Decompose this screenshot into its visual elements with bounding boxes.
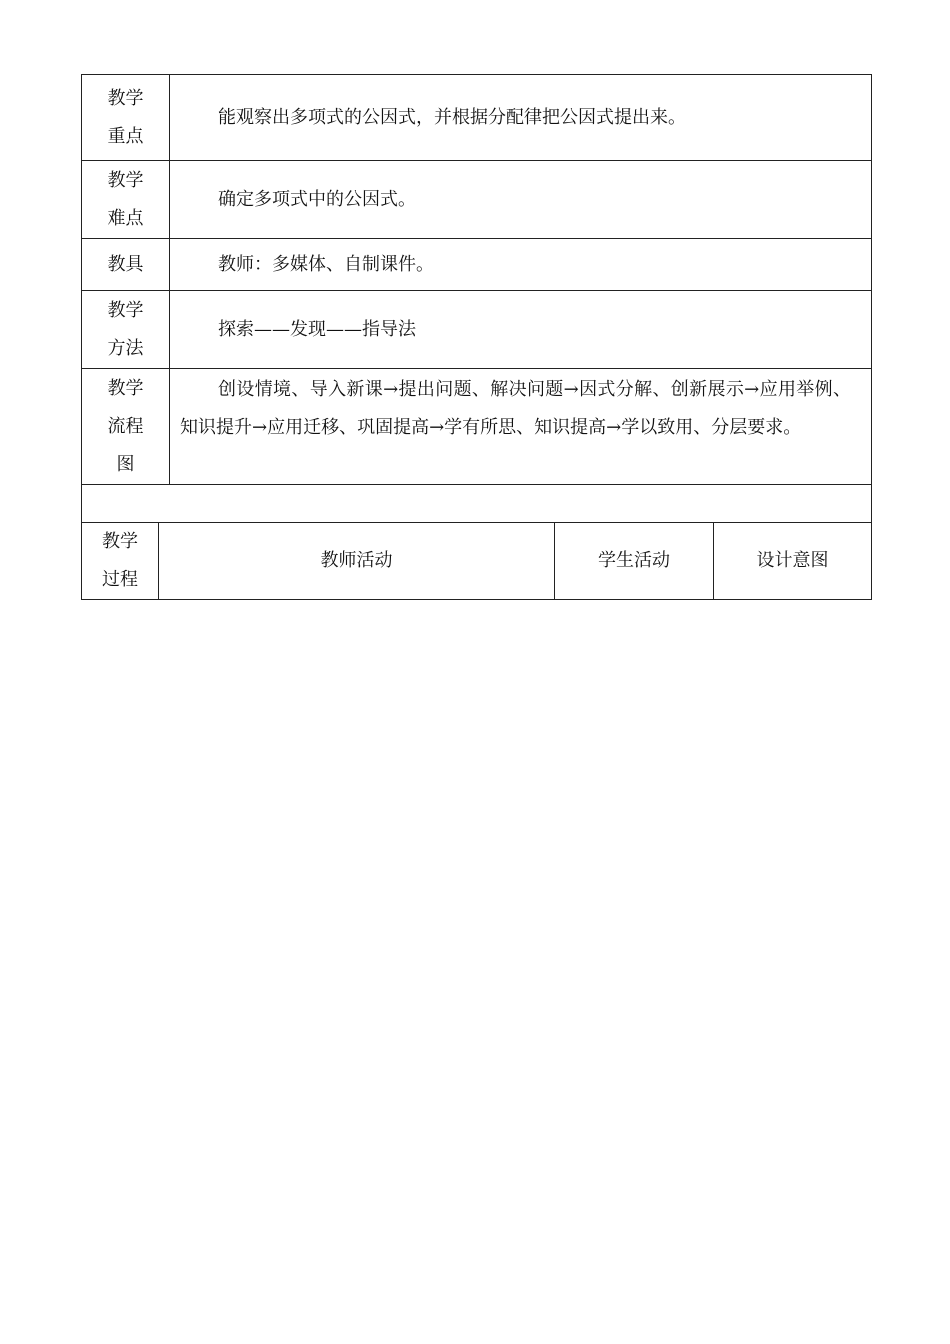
teaching-method-text: 探索——发现——指导法 bbox=[218, 318, 416, 340]
label-line: 过程 bbox=[102, 569, 138, 590]
content-teaching-method bbox=[170, 291, 871, 368]
teaching-difficulty-text: 确定多项式中的公因式。 bbox=[218, 188, 416, 210]
header-design-intent: 设计意图 bbox=[756, 550, 829, 571]
label-teaching-difficulty bbox=[82, 161, 170, 238]
teaching-aids-text: 教师：多媒体、自制课件。 bbox=[218, 253, 434, 275]
label-line: 流程 bbox=[107, 415, 144, 437]
label-line: 方法 bbox=[107, 337, 144, 359]
content-teaching-flowchart bbox=[170, 369, 871, 484]
label-teaching-method bbox=[82, 291, 170, 368]
label-line: 难点 bbox=[107, 207, 144, 229]
content-teaching-difficulty bbox=[170, 161, 871, 238]
label-teaching-focus bbox=[82, 75, 170, 160]
label-line: 教学 bbox=[107, 377, 144, 399]
content-teaching-focus bbox=[170, 75, 871, 160]
label-line: 教学 bbox=[102, 531, 138, 552]
row-teaching-aids bbox=[81, 238, 872, 290]
label-teaching-flowchart bbox=[82, 369, 170, 484]
label-line: 图 bbox=[116, 453, 135, 475]
row-teaching-flowchart bbox=[81, 368, 872, 484]
header-teacher-activity: 教师活动 bbox=[159, 523, 555, 599]
label-line: 教学 bbox=[107, 87, 144, 109]
content-teaching-aids bbox=[170, 239, 871, 290]
label-line: 教学 bbox=[107, 299, 144, 321]
header-student-activity: 学生活动 bbox=[555, 523, 714, 599]
row-teaching-difficulty bbox=[81, 160, 872, 238]
row-teaching-method bbox=[81, 290, 872, 368]
row-teaching-process-header bbox=[81, 522, 872, 600]
label-line: 重点 bbox=[107, 125, 144, 147]
row-blank bbox=[81, 484, 872, 522]
label-teaching-process bbox=[82, 523, 159, 599]
label-teaching-aids bbox=[82, 239, 170, 290]
label-line: 教具 bbox=[107, 253, 144, 275]
teaching-flowchart-text: 创设情境、导入新课→提出问题、解决问题→因式分解、创新展示→应用举例、知识提升→应用迁移、巩固提高→学有所思、知识提高→学以致用、分层要求。 bbox=[180, 379, 851, 438]
label-line: 教学 bbox=[107, 169, 144, 191]
teaching-focus-text: 能观察出多项式的公因式，并根据分配律把公因式提出来。 bbox=[218, 106, 686, 128]
row-teaching-focus bbox=[81, 74, 872, 160]
